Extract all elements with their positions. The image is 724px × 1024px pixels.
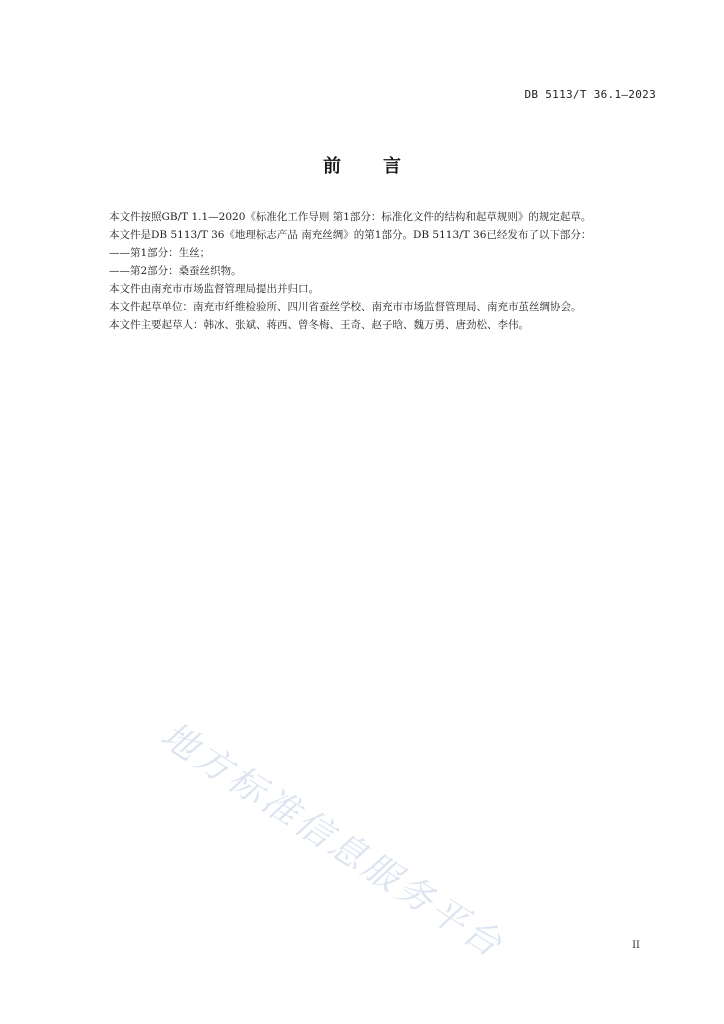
foreword-body [88,208,660,334]
paragraph-part-info: 本文件是DB 5113/T 36《地理标志产品 南充丝绸》的第1部分。DB 5113/T 36已经发布了以下部分： [109,229,592,241]
paragraph-drafters: 本文件主要起草人：韩冰、张斌、蒋西、曾冬梅、王奇、赵子晗、魏万勇、唐劲松、李伟。 [109,319,529,331]
page-title: 前言 [323,156,443,177]
list-item-part-2: ——第2部分：桑蚕丝织物。 [109,265,242,277]
paragraph-drafting-rules: 本文件按照GB/T 1.1—2020《标准化工作导则 第1部分：标准化文件的结构和起草规则》的规定起草。 [109,211,592,223]
paragraph-proposer: 本文件由南充市市场监督管理局提出并归口。 [109,283,319,295]
paragraph-drafting-units: 本文件起草单位：南充市纤维检验所、四川省蚕丝学校、南充市市场监督管理局、南充市茧丝绸协会。 [109,301,582,313]
document-code: DB 5113/T 36.1—2023 [524,88,656,101]
list-item-part-1: ——第1部分：生丝； [109,247,211,259]
watermark: 地方标准信息服务平台 [153,714,512,967]
page-number: II [632,940,640,951]
